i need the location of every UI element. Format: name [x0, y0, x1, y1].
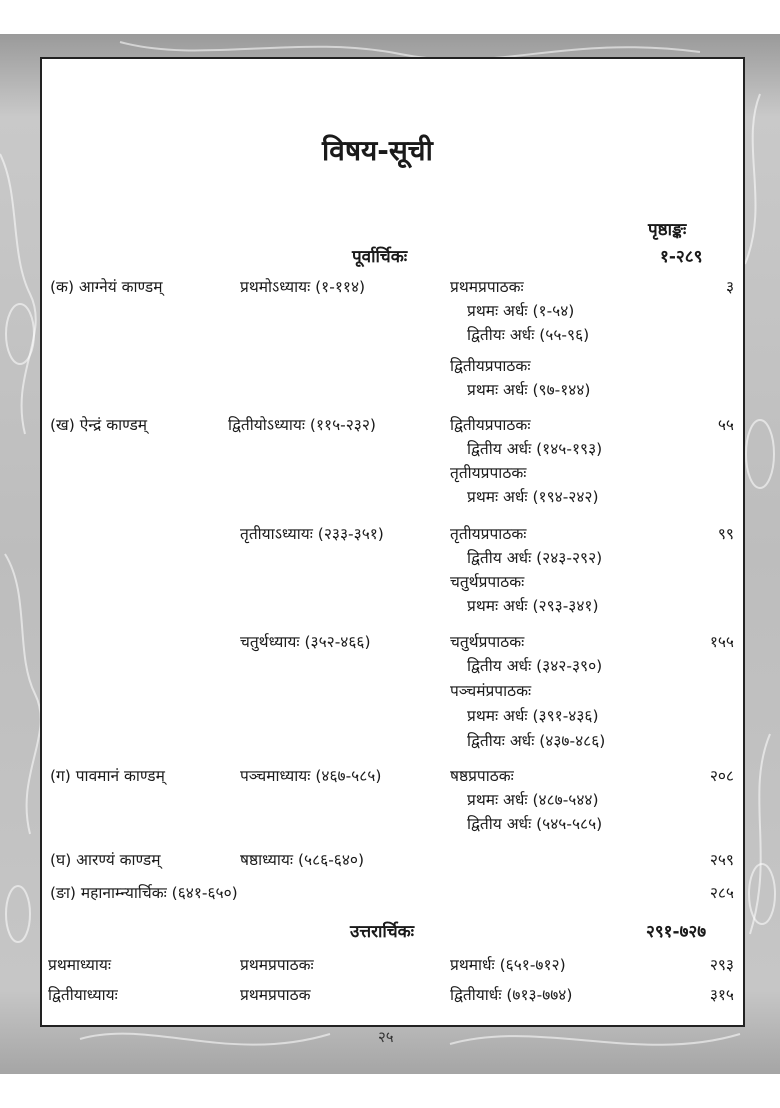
contents-page	[40, 57, 745, 1027]
page-number: ३१५	[709, 986, 734, 1004]
prapathaka-label: द्वितीयप्रपाठकः	[450, 416, 531, 434]
page-number: २०८	[709, 767, 734, 785]
adhyaya-label: षष्ठाध्यायः (५८६-६४०)	[240, 851, 365, 869]
page-number-label: पृष्ठाङ्कः	[648, 220, 687, 240]
prapathaka-label: द्वितीयप्रपाठकः	[450, 357, 531, 375]
kanda-label: (ख) ऐन्द्रं काण्डम्	[50, 416, 148, 434]
page-number: ९९	[717, 525, 734, 543]
page-title: विषय-सूची	[322, 134, 433, 167]
ardha-label: प्रथमः अर्धः (३९१-४३६)	[467, 707, 599, 725]
adhyaya-label: चतुर्थध्यायः (३५२-४६६)	[240, 633, 371, 651]
prapathaka-label: षष्ठप्रपाठकः	[450, 767, 514, 785]
prapathaka-label: तृतीयप्रपाठकः	[450, 525, 527, 543]
kanda-label: (क) आग्नेयं काण्डम्	[50, 278, 163, 296]
page-number: २९३	[709, 956, 734, 974]
adhyaya-label: तृतीयाऽध्यायः (२३३-३५१)	[240, 525, 384, 543]
ardha-label: प्रथमः अर्धः (९७-१४४)	[467, 381, 591, 399]
section-range-purvarchika: १-२८९	[660, 247, 703, 267]
ardha-label: द्वितीय अर्धः (३४२-३९०)	[467, 657, 603, 675]
ardha-label: द्वितीयार्धः (७१३-७७४)	[450, 986, 573, 1004]
kanda-label: (ङा) महानाम्न्यार्चिकः (६४१-६५०)	[50, 884, 238, 902]
page-number: ५५	[717, 416, 734, 434]
ardha-label: द्वितीय अर्धः (१४५-१९३)	[467, 440, 603, 458]
kanda-label: (ग) पावमानं काण्डम्	[50, 767, 165, 785]
prapathaka-label: चतुर्थप्रपाठकः	[450, 573, 525, 591]
ardha-label: प्रथमः अर्धः (४८७-५४४)	[467, 791, 599, 809]
prapathaka-label: पञ्चमंप्रपाठकः	[450, 682, 532, 700]
page-number: २५९	[709, 851, 734, 869]
section-range-uttararchika: २९१-७२७	[646, 922, 707, 942]
ardha-label: प्रथमः अर्धः (१-५४)	[467, 302, 575, 320]
footer-page-number: २५	[378, 1028, 394, 1046]
adhyaya-label: प्रथमाध्यायः	[48, 956, 111, 974]
prapathaka-label: प्रथमप्रपाठकः	[240, 956, 314, 974]
ardha-label: प्रथमार्धः (६५१-७१२)	[450, 956, 566, 974]
prapathaka-label: प्रथमप्रपाठक	[240, 986, 311, 1004]
prapathaka-label: प्रथमप्रपाठकः	[450, 278, 524, 296]
prapathaka-label: चतुर्थप्रपाठकः	[450, 633, 525, 651]
adhyaya-label: द्वितीयाध्यायः	[48, 986, 118, 1004]
ardha-label: प्रथमः अर्धः (१९४-२४२)	[467, 488, 599, 506]
adhyaya-label: पञ्चमाध्यायः (४६७-५८५)	[240, 767, 382, 785]
ardha-label: द्वितीय अर्धः (५४५-५८५)	[467, 815, 603, 833]
section-heading-purvarchika: पूर्वार्चिकः	[352, 247, 408, 267]
page-number: २८५	[709, 884, 734, 902]
section-heading-uttararchika: उत्तरार्चिकः	[350, 922, 415, 942]
ardha-label: द्वितीयः अर्धः (५५-९६)	[467, 326, 590, 344]
kanda-label: (घ) आरण्यं काण्डम्	[50, 851, 161, 869]
ardha-label: प्रथमः अर्धः (२९३-३४१)	[467, 597, 599, 615]
adhyaya-label: द्वितीयोऽध्यायः (११५-२३२)	[228, 416, 376, 434]
ardha-label: द्वितीयः अर्धः (४३७-४८६)	[467, 732, 606, 750]
ardha-label: द्वितीय अर्धः (२४३-२९२)	[467, 549, 603, 567]
prapathaka-label: तृतीयप्रपाठकः	[450, 464, 527, 482]
adhyaya-label: प्रथमोऽध्यायः (१-११४)	[240, 278, 366, 296]
page-number: ३	[725, 278, 734, 296]
page-number: १५५	[709, 633, 734, 651]
